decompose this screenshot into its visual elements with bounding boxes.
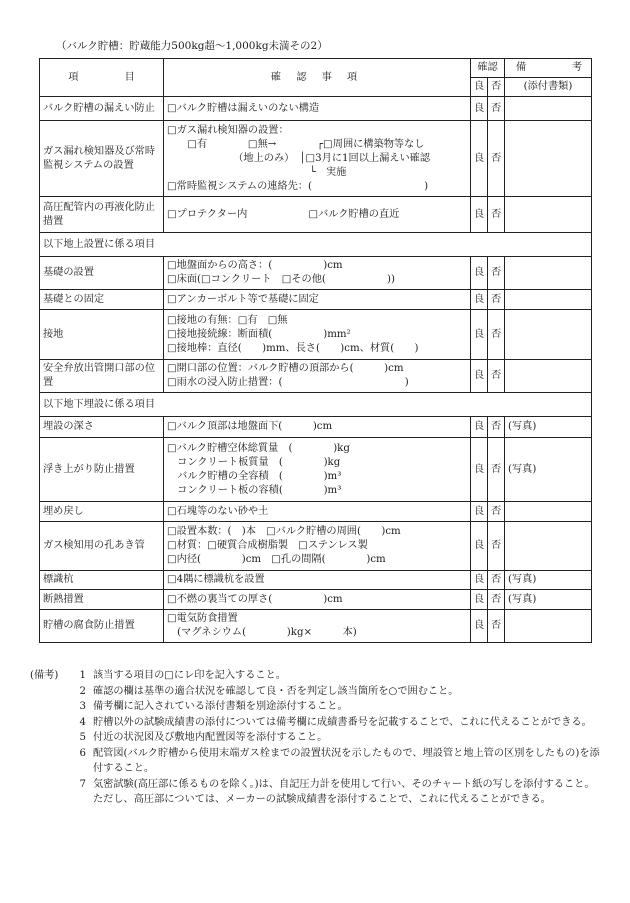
note-item (30, 746, 600, 777)
row-good: 良 (471, 97, 488, 121)
note-number: 1 (79, 670, 86, 681)
note-number: 3 (79, 701, 86, 712)
row-content: □設置本数：( )本 □バルク貯槽の周囲( )cm □材質：□硬質合成樹脂製 □ステンレス製 □内径( )cm □孔の間隔( )cm (164, 522, 471, 571)
notes-label (30, 746, 66, 777)
header-bad: 否 (488, 78, 505, 97)
table-header-row (40, 59, 592, 78)
table-row (40, 310, 592, 360)
table-row (40, 360, 592, 393)
row-good: 良 (471, 310, 488, 360)
section-heading: 以下地下埋設に係る項目 (40, 393, 592, 417)
row-item: 基礎の設置 (40, 257, 164, 290)
row-remarks: (写真) (505, 438, 592, 502)
row-item: 貯槽の腐食防止措置 (40, 610, 164, 643)
note-item (30, 730, 600, 746)
note-number: 7 (79, 778, 86, 790)
notes-label (30, 684, 66, 700)
table-row (40, 502, 592, 522)
row-content: □不燃の裏当ての厚さ( )cm (164, 590, 471, 610)
row-bad: 否 (488, 502, 505, 522)
row-item: 接地 (40, 310, 164, 360)
note-number: 4 (79, 716, 86, 728)
table-row (40, 610, 592, 643)
note-number: 5 (79, 732, 86, 743)
row-content: □プロテクター内 □バルク貯槽の直近 (164, 197, 471, 233)
section-heading: 以下地上設置に係る項目 (40, 233, 592, 257)
row-content: □石塊等のない砂や土 (164, 502, 471, 522)
row-item: ガス検知用の孔あき管 (40, 522, 164, 571)
row-item: 埋め戻し (40, 502, 164, 522)
table-row (40, 97, 592, 121)
row-bad: 否 (488, 522, 505, 571)
section-row (40, 393, 592, 417)
row-remarks (505, 522, 592, 571)
row-good: 良 (471, 502, 488, 522)
note-text: 備考欄に記入されている添付書類を別途添付すること。 (93, 701, 348, 712)
row-remarks: (写真) (505, 590, 592, 610)
row-remarks (505, 121, 592, 197)
row-bad: 否 (488, 571, 505, 590)
row-bad: 否 (488, 360, 505, 393)
row-remarks (505, 257, 592, 290)
row-bad: 否 (488, 310, 505, 360)
row-content: □接地の有無：□有 □無 □接地接続線：断面積( )mm² □接地棒：直径( )mm、長さ( )cm、材質( ) (164, 310, 471, 360)
row-bad: 否 (488, 590, 505, 610)
row-item: 埋設の深さ (40, 417, 164, 438)
row-good: 良 (471, 257, 488, 290)
row-remarks (505, 97, 592, 121)
row-bad: 否 (488, 610, 505, 643)
row-good: 良 (471, 290, 488, 310)
row-bad: 否 (488, 290, 505, 310)
row-bad: 否 (488, 97, 505, 121)
table-row (40, 197, 592, 233)
notes-label (30, 777, 66, 808)
row-good: 良 (471, 197, 488, 233)
row-item: 高圧配管内の再液化防止措置 (40, 197, 164, 233)
row-bad: 否 (488, 257, 505, 290)
notes-label (30, 699, 66, 715)
row-good: 良 (471, 417, 488, 438)
note-text: 付近の状況図及び敷地内配置図等を添付すること。 (93, 732, 328, 743)
note-text: 気密試験(高圧部に係るものを除く。)は、自記圧力計を使用して行い、そのチャート紙の写しを添付すること。ただし、高圧部については、メーカーの試験成績書を添付することで、これに代えることができる。 (93, 778, 595, 805)
row-good: 良 (471, 571, 488, 590)
note-item (30, 699, 600, 715)
row-content: □地盤面からの高さ：( )cm □床面(□コンクリート □その他( )) (164, 257, 471, 290)
row-content: □電気防食措置 (マグネシウム( )kg× 本) (164, 610, 471, 643)
row-item: 基礎との固定 (40, 290, 164, 310)
table-row (40, 257, 592, 290)
row-content: □4隅に標識杭を設置 (164, 571, 471, 590)
row-item: ガス漏れ検知器及び常時監視システムの設置 (40, 121, 164, 197)
note-text: 該当する項目の□にレ印を記入すること。 (93, 670, 286, 681)
row-remarks (505, 310, 592, 360)
header-remarks-sub: (添付書類) (505, 78, 592, 97)
row-remarks: (写真) (505, 571, 592, 590)
row-item: 安全弁放出管開口部の位置 (40, 360, 164, 393)
row-good: 良 (471, 360, 488, 393)
row-bad: 否 (488, 121, 505, 197)
table-row (40, 438, 592, 502)
table-row (40, 522, 592, 571)
note-text: 配管図(バルク貯槽から使用末端ガス栓までの設置状況を示したもので、埋設管と地上管の区別をしたもの)を添付すること。 (93, 747, 600, 774)
note-text: 確認の欄は基準の適合状況を確認して良・否を判定し該当箇所を○で囲むこと。 (93, 685, 459, 697)
row-good: 良 (471, 438, 488, 502)
table-row (40, 121, 592, 197)
row-remarks (505, 197, 592, 233)
row-item: 浮き上がり防止措置 (40, 438, 164, 502)
row-content: □アンカーボルト等で基礎に固定 (164, 290, 471, 310)
row-content: □バルク貯槽は漏えいのない構造 (164, 97, 471, 121)
row-remarks (505, 290, 592, 310)
row-bad: 否 (488, 417, 505, 438)
note-number: 6 (79, 747, 86, 759)
row-item: バルク貯槽の漏えい防止 (40, 97, 164, 121)
header-good: 良 (471, 78, 488, 97)
row-good: 良 (471, 590, 488, 610)
row-bad: 否 (488, 438, 505, 502)
table-row (40, 417, 592, 438)
note-item (30, 668, 600, 684)
row-remarks (505, 610, 592, 643)
table-row (40, 590, 592, 610)
header-item: 項 目 (40, 59, 164, 97)
row-item: 標識杭 (40, 571, 164, 590)
note-number: 2 (79, 685, 86, 697)
row-remarks (505, 360, 592, 393)
inspection-table (39, 58, 592, 643)
section-row (40, 233, 592, 257)
row-good: 良 (471, 522, 488, 571)
notes-section (30, 668, 600, 808)
table-row (40, 571, 592, 590)
notes-label: (備考) (30, 670, 59, 681)
row-content: □バルク頂部は地盤面下( )cm (164, 417, 471, 438)
row-content: □ガス漏れ検知器の設置： □有 □無→ ┌□周囲に構築物等なし （地上のみ） │□3月に1回以上漏えい確認 └ 実施 □常時監視システムの連絡先：( ) (164, 121, 471, 197)
row-remarks (505, 502, 592, 522)
note-item (30, 777, 600, 808)
row-content: □開口部の位置：バルク貯槽の頂部から( )cm □雨水の浸入防止措置：( ) (164, 360, 471, 393)
table-row (40, 290, 592, 310)
row-content: □バルク貯槽空体総質量 ( )kg コンクリート板質量 ( )kg バルク貯槽の全容積 ( )m³ コンクリート板の容積( )m³ (164, 438, 471, 502)
header-remarks: 備 考 (505, 59, 592, 78)
row-remarks: (写真) (505, 417, 592, 438)
note-text: 貯槽以外の試験成績書の添付については備考欄に成績書番号を記載することで、これに代えることができる。 (93, 716, 592, 728)
row-good: 良 (471, 610, 488, 643)
row-good: 良 (471, 121, 488, 197)
header-confirm: 確認 (471, 59, 505, 78)
header-check-items: 確 認 事 項 (164, 59, 471, 97)
form-caption: （バルク貯槽：貯蔵能力500kg超～1,000kg未満その2） (56, 40, 328, 52)
note-item (30, 684, 600, 700)
row-bad: 否 (488, 197, 505, 233)
notes-label (30, 730, 66, 746)
row-item: 断熱措置 (40, 590, 164, 610)
note-item (30, 715, 600, 731)
notes-label (30, 715, 66, 731)
